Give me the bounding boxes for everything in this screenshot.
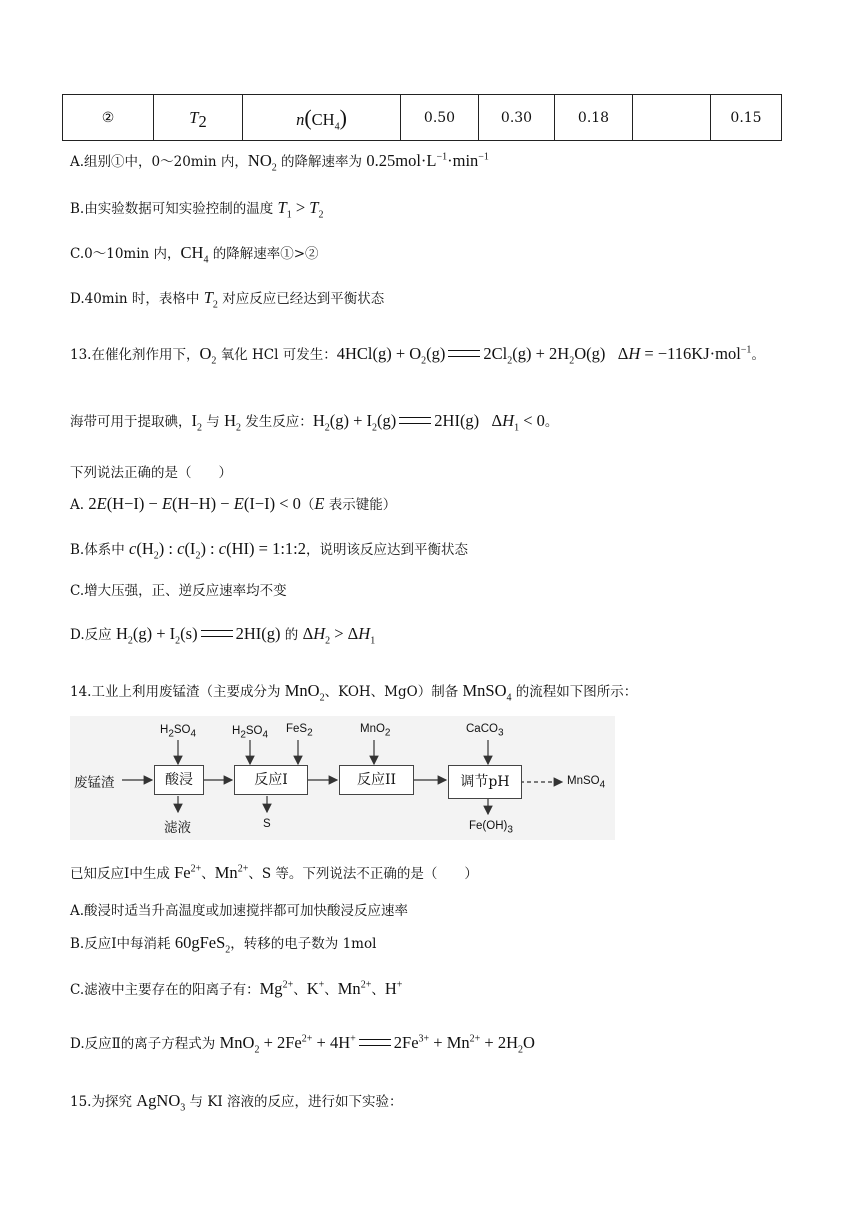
q13-stem-line1: 13.在催化剂作用下，$O_2$ 氧化 HCl 可发生：$4HCl(g) + O_2(g) 2Cl_2(g) + 2H_2O(g) \Delta H = -116KJ\cdot mol^{-1}$。 [70, 344, 765, 367]
q13-option-d: D.反应 $H_2(g) + I_2(s)$ 2HI(g) 的 $\Delta H_2 > \Delta H_1$ [70, 624, 376, 647]
q12-option-d: D.40min 时，表格中 $T_2$ 对应反应已经达到平衡状态 [70, 288, 385, 311]
flow-reagent-h2so4-1: $H_2SO_4$ [160, 724, 197, 740]
flow-box-reaction-2: 反应II [339, 765, 414, 795]
flow-reagent-caco3: CaCO$_3$ [466, 723, 504, 739]
cell-quantity: $n(CH_4)$ [243, 95, 401, 141]
flow-box-reaction-1: 反应I [234, 765, 308, 795]
cell-value: 0.50 [401, 95, 479, 141]
flow-reagent-h2so4-2: $H_2SO_4$ [232, 725, 269, 741]
process-flow-diagram [70, 716, 615, 840]
q14-option-b: B.反应Ⅰ中每消耗 60gFeS$_2$，转移的电子数为 1mol [70, 933, 377, 956]
cell-group: ② [63, 95, 154, 141]
q12-option-c: C.0～10min 内，$CH_4$ 的降解速率①>② [70, 243, 319, 266]
q13-option-c: C.增大压强，正、逆反应速率均不变 [70, 583, 287, 599]
cell-value: 0.15 [711, 95, 782, 141]
flow-product-sulfur: S [263, 818, 271, 830]
q14-option-c: C.滤液中主要存在的阳离子有：$Mg^{2+}$、K+、$Mn^{2+}$、H+ [70, 979, 403, 998]
q12-option-b: B.由实验数据可知实验控制的温度 $T_1 > T_2$ [70, 198, 324, 221]
q13-option-b: B.体系中 $c(H_2)$ : $c(I_2)$ : c(HI) = 1:1:2，说明该反应达到平衡状态 [70, 539, 468, 562]
q14-known: 已知反应Ⅰ中生成 $Fe^{2+}$、$Mn^{2+}$、S 等。下列说法不正确的是（ ） [70, 863, 478, 882]
data-table [62, 94, 782, 141]
cell-value [633, 95, 711, 141]
cell-value: 0.18 [555, 95, 633, 141]
q14-option-d: D.反应Ⅱ的离子方程式为 $MnO_2 + 2Fe^{2+} + 4H^+$ $2Fe^{3+} + Mn^{2+} + 2H_2O$ [70, 1033, 535, 1056]
flow-box-adjust-ph: 调节pH [448, 765, 522, 799]
q13-question: 下列说法正确的是（ ） [70, 465, 232, 481]
flow-output: MnSO$_4$ [567, 775, 606, 791]
flow-input: 废锰渣 [74, 775, 115, 791]
flow-box-acid-leach: 酸浸 [154, 765, 204, 795]
q13-stem-line2: 海带可用于提取碘，$I_2$ 与 $H_2$ 发生反应：$H_2(g) + I_2(g)$ 2HI(g) $\Delta H_1 < 0$。 [70, 411, 559, 434]
table-row [63, 95, 782, 141]
flow-reagent-mno2: MnO$_2$ [360, 723, 391, 739]
q15-stem: 15.为探究 AgNO$_3$ 与 KI 溶液的反应，进行如下实验： [70, 1091, 403, 1114]
q14-stem: 14.工业上利用废锰渣（主要成分为 MnO$_2$、KOH、MgO）制备 MnSO$_4$ 的流程如下图所示： [70, 681, 638, 704]
flow-product-feoh3: $Fe(OH)_3$ [469, 820, 513, 836]
flow-product-filtrate: 滤液 [164, 820, 191, 836]
q13-option-a: A. 2E(H−I) − E(H−H) − E(I−I) < 0（E 表示键能） [70, 494, 397, 513]
flow-reagent-fes2: FeS$_2$ [286, 723, 313, 739]
q14-option-a: A.酸浸时适当升高温度或加速搅拌都可加快酸浸反应速率 [70, 903, 409, 919]
q12-option-a: A.组别①中，0～20min 内，$NO_2$ 的降解速率为 $0.25mol\cdot L^{-1}\cdot\min^{-1}$ [70, 151, 489, 174]
cell-value: 0.30 [479, 95, 555, 141]
cell-temperature: $T_2$ [154, 95, 243, 141]
